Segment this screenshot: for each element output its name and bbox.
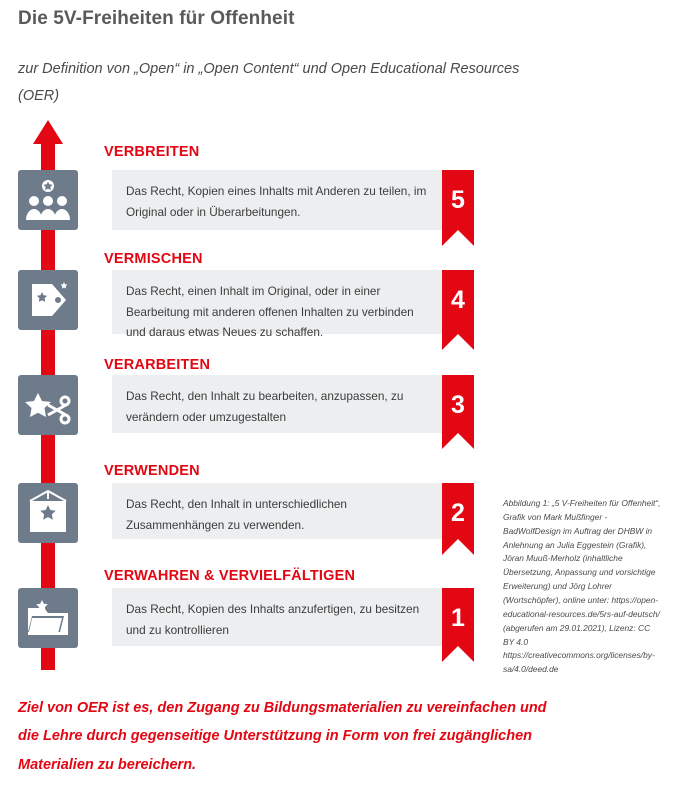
row-description: Das Recht, einen Inhalt im Original, oder in einer Bearbeitung mit anderen offenen Inhalten zu verbinden und daraus etwas Neues zu schaffen. xyxy=(112,270,442,334)
row-number-ribbon xyxy=(442,375,474,433)
page-subtitle: zur Definition von „Open“ in „Open Content“ und Open Educational Resources (OER) xyxy=(18,61,520,104)
tag-star-icon xyxy=(18,270,78,330)
row-description: Das Recht, den Inhalt zu bearbeiten, anzupassen, zu verändern oder umzugestalten xyxy=(112,375,442,433)
row-heading: VERWENDEN xyxy=(104,463,200,479)
row-description: Das Recht, Kopien eines Inhalts mit Anderen zu teilen, im Original oder in Überarbeitungen. xyxy=(112,170,442,230)
row-heading: VERBREITEN xyxy=(104,144,200,160)
scissors-star-icon xyxy=(18,375,78,435)
ribbon-tail xyxy=(442,646,474,662)
row-number-ribbon xyxy=(442,170,474,230)
row-number: 3 xyxy=(451,391,465,419)
row-heading: VERARBEITEN xyxy=(104,357,211,373)
footer-statement: Ziel von OER ist es, den Zugang zu Bildungsmaterialien zu vereinfachen und die Lehre durch gegenseitige Unterstützung in Form von frei zugänglichen Materialien zu bereichern. xyxy=(18,700,547,773)
row-number-ribbon xyxy=(442,483,474,539)
row-number: 1 xyxy=(451,604,465,632)
ribbon-tail xyxy=(442,433,474,449)
row-heading: VERMISCHEN xyxy=(104,251,203,267)
row-number-ribbon xyxy=(442,270,474,334)
share-people-icon xyxy=(18,170,78,230)
row-number: 2 xyxy=(451,499,465,527)
ribbon-tail xyxy=(442,539,474,555)
folder-star-icon xyxy=(18,588,78,648)
row-number: 5 xyxy=(451,186,465,214)
ribbon-tail xyxy=(442,230,474,246)
row-number: 4 xyxy=(451,286,465,314)
row-heading: VERWAHREN & VERVIELFÄLTIGEN xyxy=(104,568,356,584)
page-title: Die 5V-Freiheiten für Offenheit xyxy=(18,8,295,29)
framed-picture-icon xyxy=(18,483,78,543)
row-description: Das Recht, Kopien des Inhalts anzufertigen, zu besitzen und zu kontrollieren xyxy=(112,588,442,646)
row-description: Das Recht, den Inhalt in unterschiedlichen Zusammenhängen zu verwenden. xyxy=(112,483,442,539)
figure-caption: Abbildung 1: „5 V-Freiheiten für Offenheit“, Grafik von Mark Mußfinger - BadWolfDesign im Auftrag der DHBW in Anlehnung an Julia Eggestein (Grafik), Jöran Muuß-Merholz (inhaltliche Übersetzung, Anpassung und vorsichtige Erweiterung) und Jörg Lohrer (Wortschöpfer), online unter: https://open-educational-resources.de/5rs-auf-deutsch/ (abgerufen am 29.01.2021), Lizenz: CC BY 4.0 https://creativecommons.org/licenses/by-sa/4.0/deed.de xyxy=(503,498,661,675)
row-number-ribbon xyxy=(442,588,474,646)
ribbon-tail xyxy=(442,334,474,350)
